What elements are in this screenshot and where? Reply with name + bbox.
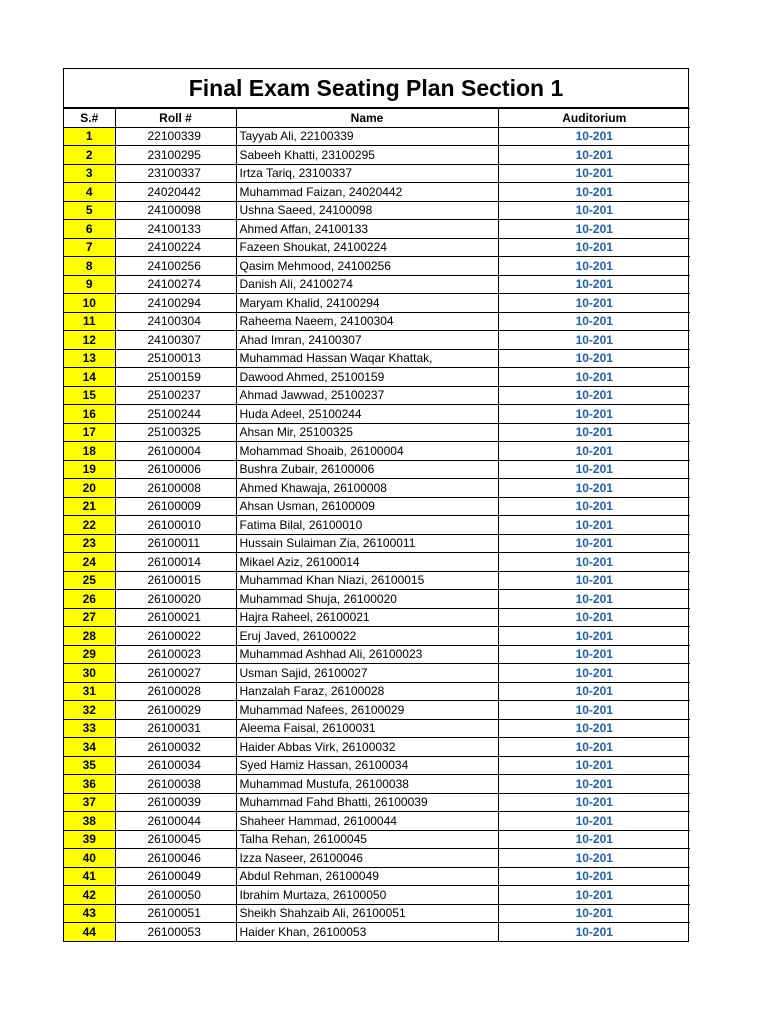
auditorium-cell: 10-201 [498,257,690,276]
auditorium-cell: 10-201 [498,627,690,646]
roll-cell: 24100133 [115,220,236,239]
auditorium-cell: 10-201 [498,275,690,294]
name-cell: Fazeen Shoukat, 24100224 [236,238,498,257]
table-row [64,645,690,664]
serial-cell: 11 [64,312,115,331]
serial-cell: 27 [64,608,115,627]
roll-cell: 24100304 [115,312,236,331]
table-row [64,793,690,812]
roll-cell: 26100034 [115,756,236,775]
header-row [64,109,690,128]
name-cell: Muhammad Fahd Bhatti, 26100039 [236,793,498,812]
serial-cell: 42 [64,886,115,905]
table-row [64,275,690,294]
auditorium-cell: 10-201 [498,146,690,165]
auditorium-cell: 10-201 [498,497,690,516]
auditorium-cell: 10-201 [498,220,690,239]
serial-cell: 19 [64,460,115,479]
auditorium-cell: 10-201 [498,312,690,331]
table-row [64,682,690,701]
table-row [64,442,690,461]
roll-cell: 26100032 [115,738,236,757]
name-cell: Muhammad Khan Niazi, 26100015 [236,571,498,590]
name-cell: Huda Adeel, 25100244 [236,405,498,424]
auditorium-cell: 10-201 [498,923,690,941]
header-auditorium: Auditorium [498,109,690,128]
serial-cell: 5 [64,201,115,220]
name-cell: Muhammad Nafees, 26100029 [236,701,498,720]
table-row [64,368,690,387]
name-cell: Aleema Faisal, 26100031 [236,719,498,738]
serial-cell: 26 [64,590,115,609]
table-row [64,719,690,738]
serial-cell: 1 [64,127,115,146]
auditorium-cell: 10-201 [498,294,690,313]
table-row [64,386,690,405]
name-cell: Ahmad Jawwad, 25100237 [236,386,498,405]
roll-cell: 26100020 [115,590,236,609]
roll-cell: 26100029 [115,701,236,720]
roll-cell: 26100015 [115,571,236,590]
name-cell: Ahsan Mir, 25100325 [236,423,498,442]
name-cell: Muhammad Mustufa, 26100038 [236,775,498,794]
roll-cell: 26100049 [115,867,236,886]
table-row [64,312,690,331]
table-row [64,497,690,516]
roll-cell: 24100307 [115,331,236,350]
header-sno: S.# [64,109,115,128]
roll-cell: 24020442 [115,183,236,202]
roll-cell: 26100014 [115,553,236,572]
name-cell: Hajra Raheel, 26100021 [236,608,498,627]
table-row [64,146,690,165]
name-cell: Fatima Bilal, 26100010 [236,516,498,535]
serial-cell: 24 [64,553,115,572]
table-row [64,164,690,183]
auditorium-cell: 10-201 [498,553,690,572]
serial-cell: 15 [64,386,115,405]
auditorium-cell: 10-201 [498,534,690,553]
name-cell: Muhammad Hassan Waqar Khattak, [236,349,498,368]
serial-cell: 22 [64,516,115,535]
roll-cell: 26100046 [115,849,236,868]
table-row [64,534,690,553]
table-row [64,571,690,590]
table-row [64,183,690,202]
table-row [64,775,690,794]
name-cell: Ahmed Khawaja, 26100008 [236,479,498,498]
serial-cell: 12 [64,331,115,350]
serial-cell: 18 [64,442,115,461]
table-row [64,553,690,572]
auditorium-cell: 10-201 [498,645,690,664]
auditorium-cell: 10-201 [498,405,690,424]
roll-cell: 26100045 [115,830,236,849]
roll-cell: 26100038 [115,775,236,794]
auditorium-cell: 10-201 [498,442,690,461]
table-row [64,701,690,720]
seating-table [64,108,690,941]
table-row [64,904,690,923]
name-cell: Ahad Imran, 24100307 [236,331,498,350]
serial-cell: 33 [64,719,115,738]
name-cell: Muhammad Faizan, 24020442 [236,183,498,202]
auditorium-cell: 10-201 [498,571,690,590]
roll-cell: 25100244 [115,405,236,424]
name-cell: Dawood Ahmed, 25100159 [236,368,498,387]
serial-cell: 30 [64,664,115,683]
name-cell: Usman Sajid, 26100027 [236,664,498,683]
table-row [64,849,690,868]
auditorium-cell: 10-201 [498,812,690,831]
table-row [64,590,690,609]
auditorium-cell: 10-201 [498,830,690,849]
auditorium-cell: 10-201 [498,349,690,368]
name-cell: Danish Ali, 24100274 [236,275,498,294]
table-row [64,664,690,683]
serial-cell: 28 [64,627,115,646]
table-row [64,460,690,479]
name-cell: Sabeeh Khatti, 23100295 [236,146,498,165]
name-cell: Izza Naseer, 26100046 [236,849,498,868]
roll-cell: 24100294 [115,294,236,313]
auditorium-cell: 10-201 [498,756,690,775]
serial-cell: 31 [64,682,115,701]
table-row [64,423,690,442]
name-cell: Muhammad Ashhad Ali, 26100023 [236,645,498,664]
auditorium-cell: 10-201 [498,719,690,738]
auditorium-cell: 10-201 [498,201,690,220]
name-cell: Tayyab Ali, 22100339 [236,127,498,146]
roll-cell: 24100274 [115,275,236,294]
header-roll: Roll # [115,109,236,128]
roll-cell: 26100039 [115,793,236,812]
serial-cell: 23 [64,534,115,553]
roll-cell: 25100237 [115,386,236,405]
auditorium-cell: 10-201 [498,682,690,701]
roll-cell: 25100159 [115,368,236,387]
name-cell: Shaheer Hammad, 26100044 [236,812,498,831]
serial-cell: 40 [64,849,115,868]
serial-cell: 16 [64,405,115,424]
auditorium-cell: 10-201 [498,793,690,812]
auditorium-cell: 10-201 [498,849,690,868]
page-title: Final Exam Seating Plan Section 1 [64,69,688,108]
roll-cell: 24100098 [115,201,236,220]
table-row [64,627,690,646]
table-row [64,886,690,905]
auditorium-cell: 10-201 [498,701,690,720]
auditorium-cell: 10-201 [498,368,690,387]
auditorium-cell: 10-201 [498,183,690,202]
roll-cell: 25100325 [115,423,236,442]
serial-cell: 38 [64,812,115,831]
name-cell: Mohammad Shoaib, 26100004 [236,442,498,461]
serial-cell: 21 [64,497,115,516]
serial-cell: 6 [64,220,115,239]
auditorium-cell: 10-201 [498,386,690,405]
roll-cell: 26100023 [115,645,236,664]
auditorium-cell: 10-201 [498,127,690,146]
roll-cell: 26100044 [115,812,236,831]
table-row [64,201,690,220]
roll-cell: 24100256 [115,257,236,276]
serial-cell: 44 [64,923,115,941]
serial-cell: 43 [64,904,115,923]
name-cell: Mikael Aziz, 26100014 [236,553,498,572]
name-cell: Ahmed Affan, 24100133 [236,220,498,239]
auditorium-cell: 10-201 [498,867,690,886]
table-row [64,127,690,146]
table-row [64,830,690,849]
auditorium-cell: 10-201 [498,516,690,535]
serial-cell: 13 [64,349,115,368]
serial-cell: 8 [64,257,115,276]
auditorium-cell: 10-201 [498,608,690,627]
name-cell: Irtza Tariq, 23100337 [236,164,498,183]
header-name: Name [236,109,498,128]
roll-cell: 26100004 [115,442,236,461]
name-cell: Ahsan Usman, 26100009 [236,497,498,516]
auditorium-cell: 10-201 [498,479,690,498]
name-cell: Raheema Naeem, 24100304 [236,312,498,331]
table-row [64,238,690,257]
name-cell: Muhammad Shuja, 26100020 [236,590,498,609]
serial-cell: 37 [64,793,115,812]
name-cell: Hussain Sulaiman Zia, 26100011 [236,534,498,553]
auditorium-cell: 10-201 [498,904,690,923]
serial-cell: 36 [64,775,115,794]
serial-cell: 14 [64,368,115,387]
table-body [64,127,690,941]
serial-cell: 2 [64,146,115,165]
name-cell: Haider Abbas Virk, 26100032 [236,738,498,757]
table-row [64,220,690,239]
roll-cell: 26100028 [115,682,236,701]
roll-cell: 26100022 [115,627,236,646]
serial-cell: 29 [64,645,115,664]
serial-cell: 35 [64,756,115,775]
name-cell: Qasim Mehmood, 24100256 [236,257,498,276]
auditorium-cell: 10-201 [498,775,690,794]
roll-cell: 26100021 [115,608,236,627]
serial-cell: 20 [64,479,115,498]
roll-cell: 24100224 [115,238,236,257]
table-row [64,479,690,498]
table-row [64,405,690,424]
name-cell: Bushra Zubair, 26100006 [236,460,498,479]
table-row [64,756,690,775]
roll-cell: 25100013 [115,349,236,368]
name-cell: Talha Rehan, 26100045 [236,830,498,849]
auditorium-cell: 10-201 [498,460,690,479]
auditorium-cell: 10-201 [498,738,690,757]
auditorium-cell: 10-201 [498,886,690,905]
roll-cell: 22100339 [115,127,236,146]
table-row [64,516,690,535]
serial-cell: 32 [64,701,115,720]
name-cell: Sheikh Shahzaib Ali, 26100051 [236,904,498,923]
name-cell: Eruj Javed, 26100022 [236,627,498,646]
table-row [64,331,690,350]
table-row [64,294,690,313]
roll-cell: 26100031 [115,719,236,738]
serial-cell: 39 [64,830,115,849]
serial-cell: 41 [64,867,115,886]
serial-cell: 17 [64,423,115,442]
name-cell: Syed Hamiz Hassan, 26100034 [236,756,498,775]
table-row [64,923,690,941]
seating-plan-sheet [63,68,689,942]
auditorium-cell: 10-201 [498,164,690,183]
name-cell: Maryam Khalid, 24100294 [236,294,498,313]
name-cell: Hanzalah Faraz, 26100028 [236,682,498,701]
table-row [64,812,690,831]
table-row [64,257,690,276]
serial-cell: 4 [64,183,115,202]
roll-cell: 26100009 [115,497,236,516]
auditorium-cell: 10-201 [498,238,690,257]
roll-cell: 26100027 [115,664,236,683]
table-row [64,608,690,627]
roll-cell: 26100011 [115,534,236,553]
serial-cell: 34 [64,738,115,757]
auditorium-cell: 10-201 [498,331,690,350]
roll-cell: 26100053 [115,923,236,941]
serial-cell: 7 [64,238,115,257]
name-cell: Ushna Saeed, 24100098 [236,201,498,220]
roll-cell: 23100295 [115,146,236,165]
table-row [64,738,690,757]
name-cell: Abdul Rehman, 26100049 [236,867,498,886]
serial-cell: 25 [64,571,115,590]
roll-cell: 26100008 [115,479,236,498]
table-row [64,349,690,368]
serial-cell: 9 [64,275,115,294]
roll-cell: 26100010 [115,516,236,535]
roll-cell: 26100006 [115,460,236,479]
roll-cell: 26100051 [115,904,236,923]
auditorium-cell: 10-201 [498,423,690,442]
roll-cell: 23100337 [115,164,236,183]
table-row [64,867,690,886]
auditorium-cell: 10-201 [498,590,690,609]
roll-cell: 26100050 [115,886,236,905]
serial-cell: 3 [64,164,115,183]
name-cell: Ibrahim Murtaza, 26100050 [236,886,498,905]
auditorium-cell: 10-201 [498,664,690,683]
serial-cell: 10 [64,294,115,313]
name-cell: Haider Khan, 26100053 [236,923,498,941]
